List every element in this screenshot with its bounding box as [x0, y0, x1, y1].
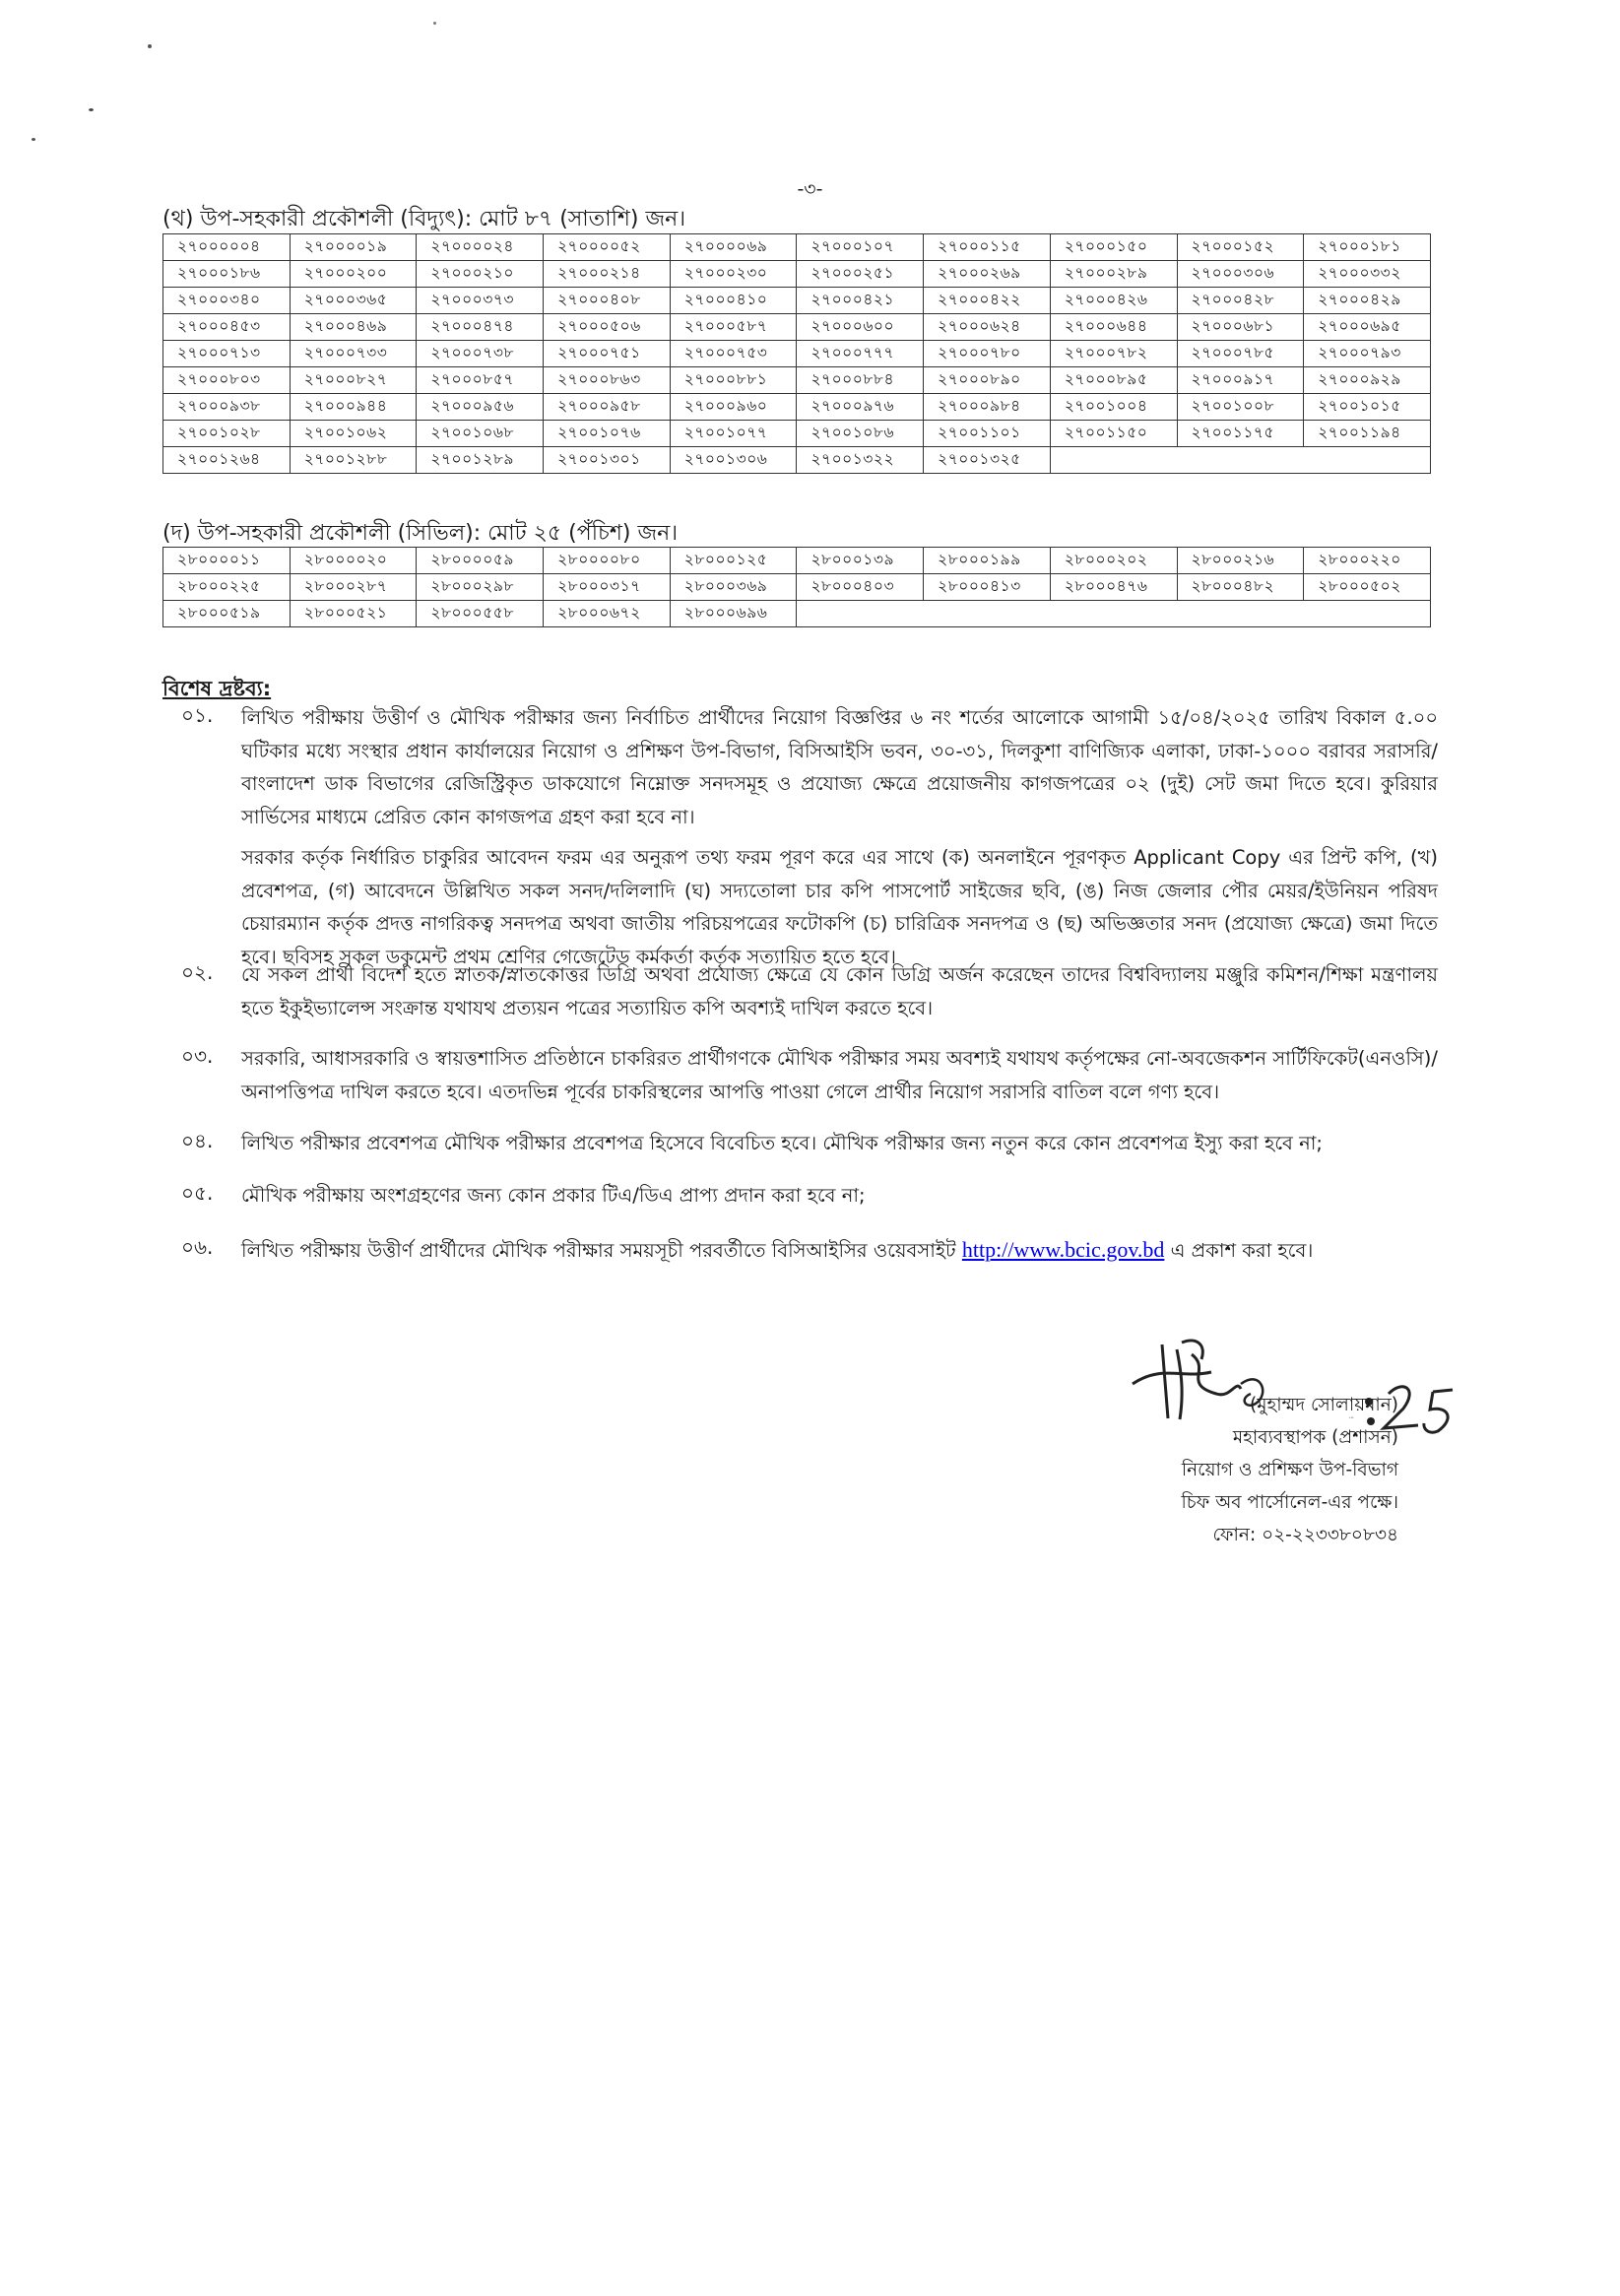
roll-cell: ২৭০০০৪৭৪ — [417, 314, 544, 341]
roll-row — [163, 394, 1431, 421]
roll-cell: ২৭০০১০৬২ — [290, 421, 417, 447]
roll-cell: ২৮০০০৪১৩ — [924, 574, 1051, 601]
roll-cell: ২৭০০০০৬৯ — [670, 234, 797, 261]
roll-cell: ২৭০০১০৭৭ — [670, 421, 797, 447]
roll-row — [163, 447, 1431, 474]
roll-cell: ২৭০০০৭৮৫ — [1177, 341, 1304, 367]
roll-cell: ২৮০০০২০২ — [1050, 548, 1177, 574]
roll-cell: ২৭০০১৩০৬ — [670, 447, 797, 474]
note-text: মৌখিক পরীক্ষায় অংশগ্রহণের জন্য কোন প্রকার টিএ/ডিএ প্রাপ্য প্রদান করা হবে না; — [241, 1184, 866, 1207]
roll-cell: ২৭০০১৩০১ — [544, 447, 671, 474]
roll-cell: ২৭০০০১৫০ — [1050, 234, 1177, 261]
roll-cell: ২৭০০০২৩০ — [670, 261, 797, 288]
roll-cell: ২৭০০০৪২৬ — [1050, 288, 1177, 314]
roll-row — [163, 234, 1431, 261]
note-number: ০১. — [181, 703, 214, 727]
note-number: ০৩. — [181, 1044, 214, 1068]
note-text: যে সকল প্রার্থী বিদেশ হতে স্নাতক/স্নাতকোত্তর ডিগ্রি অথবা প্রযোজ্য ক্ষেত্রে যে কোন ডিগ্রি অর্জন করেছেন তাদের বিশ্ববিদ্যালয় মঞ্জুরি কমিশন/শিক্ষা মন্ত্রণালয় হতে ইকুইভ্যালেন্স সংক্রান্ত যথাযথ প্রত্যয়ন পত্রের সত্যায়িত কপি অবশ্যই দাখিল করতে হবে। — [241, 963, 1438, 1019]
roll-cell: ২৭০০০৯২৯ — [1304, 367, 1431, 394]
signature-block — [1083, 1389, 1398, 1551]
roll-row — [163, 421, 1431, 447]
roll-cell: ২৭০০০৭৮২ — [1050, 341, 1177, 367]
note-text: সরকারি, আধাসরকারি ও স্বায়ত্তশাসিত প্রতিষ্ঠানে চাকরিরত প্রার্থীগণকে মৌখিক পরীক্ষার সময় অবশ্যই যথাযথ কর্তৃপক্ষের নো-অবজেকশন সার্টিফিকেট(এনওসি)/অনাপত্তিপত্র দাখিল করতে হবে। এতদভিন্ন পূর্বের চাকরিস্থলের আপত্তি পাওয়া গেলে প্রার্থীর নিয়োগ সরাসরি বাতিল বলে গণ্য হবে। — [241, 1047, 1438, 1103]
roll-cell: ২৭০০০৮৬৩ — [544, 367, 671, 394]
roll-cell: ২৭০০০০০৪ — [163, 234, 291, 261]
roll-cell: ২৮০০০৫১৯ — [163, 601, 291, 627]
roll-cell: ২৭০০০৪২১ — [797, 288, 924, 314]
roll-cell: ২৮০০০৬৭২ — [544, 601, 671, 627]
roll-cell: ২৭০০১০০৮ — [1177, 394, 1304, 421]
roll-cell: ২৭০০১৩২৫ — [924, 447, 1051, 474]
roll-cell: ২৮০০০২৮৭ — [290, 574, 417, 601]
scan-speck — [148, 44, 152, 48]
roll-cell: ২৮০০০২২৫ — [163, 574, 291, 601]
roll-cell: ২৮০০০০১১ — [163, 548, 291, 574]
roll-cell: ২৭০০০৬৪৪ — [1050, 314, 1177, 341]
roll-cell: ২৮০০০০৮০ — [544, 548, 671, 574]
roll-cell: ২৮০০০৬৯৬ — [670, 601, 797, 627]
roll-cell: ২৭০০০৮৫৭ — [417, 367, 544, 394]
roll-cell: ২৭০০০৮৯০ — [924, 367, 1051, 394]
note-text: লিখিত পরীক্ষায় উত্তীর্ণ ও মৌখিক পরীক্ষার জন্য নির্বাচিত প্রার্থীদের নিয়োগ বিজ্ঞপ্তির ৬ নং শর্তের আলোকে আগামী ১৫/০৪/২০২৫ তারিখ বিকাল ৫.০০ ঘটিকার মধ্যে সংস্থার প্রধান কার্যালয়ের নিয়োগ ও প্রশিক্ষণ উপ-বিভাগ, বিসিআইসি ভবন, ৩০-৩১, দিলকুশা বাণিজ্যিক এলাকা, ঢাকা-১০০০ বরাবর সরাসরি/ বাংলাদেশ ডাক বিভাগের রেজিস্ট্রিকৃত ডাকযোগে নিম্নোক্ত সনদসমূহ ও প্রযোজ্য ক্ষেত্রে প্রয়োজনীয় কাগজপত্রের ০২ (দুই) সেট জমা দিতে হবে। কুরিয়ার সার্ভিসের মাধ্যমে প্রেরিত কোন কাগজপত্র গ্রহণ করা হবে না। — [241, 706, 1438, 828]
roll-cell: ২৭০০০৯৬০ — [670, 394, 797, 421]
roll-cell: ২৭০০০৭৩৮ — [417, 341, 544, 367]
roll-cell: ২৭০০০৮৮১ — [670, 367, 797, 394]
roll-cell: ২৭০০০৪১০ — [670, 288, 797, 314]
roll-cell: ২৭০০০১০৭ — [797, 234, 924, 261]
roll-cell: ২৭০০০৫০৬ — [544, 314, 671, 341]
civil-roll-table — [162, 547, 1431, 627]
roll-cell: ২৭০০০৪০৮ — [544, 288, 671, 314]
scan-speck — [32, 138, 35, 141]
roll-cell: ২৮০০০১৯৯ — [924, 548, 1051, 574]
roll-cell: ২৭০০১১৯৪ — [1304, 421, 1431, 447]
roll-cell: ২৮০০০০২০ — [290, 548, 417, 574]
roll-cell: ২৭০০০৩৩২ — [1304, 261, 1431, 288]
roll-cell: ২৭০০০১৮১ — [1304, 234, 1431, 261]
notes-heading: বিশেষ দ্রষ্টব্য: — [162, 677, 272, 700]
roll-cell: ২৭০০০৮০৩ — [163, 367, 291, 394]
roll-row — [163, 288, 1431, 314]
roll-cell: ২৭০০১২৮৮ — [290, 447, 417, 474]
roll-cell: ২৭০০০৭৮০ — [924, 341, 1051, 367]
roll-cell: ২৭০০১০১৫ — [1304, 394, 1431, 421]
roll-cell: ২৭০০০২৮৯ — [1050, 261, 1177, 288]
handwritten-date: 3.25 — [1349, 1417, 1354, 1419]
note-text: লিখিত পরীক্ষায় উত্তীর্ণ প্রার্থীদের মৌখিক পরীক্ষার সময়সূচী পরবর্তীতে বিসিআইসির ওয়েবসাইট — [241, 1239, 956, 1262]
roll-cell: ২৮০০০৪০৩ — [797, 574, 924, 601]
roll-cell: ২৭০০০৭১৩ — [163, 341, 291, 367]
roll-cell: ২৭০০০২০০ — [290, 261, 417, 288]
note-text: এ প্রকাশ করা হবে। — [1170, 1239, 1314, 1262]
roll-cell: ২৭০০০৮২৭ — [290, 367, 417, 394]
roll-cell: ২৭০০০১৮৬ — [163, 261, 291, 288]
roll-row — [163, 367, 1431, 394]
signatory-phone: ফোন: ০২-২২৩৩৮০৮৩৪ — [1212, 1525, 1398, 1545]
roll-cell: ২৭০০০৪২২ — [924, 288, 1051, 314]
roll-cell: ২৭০০০৪৬৯ — [290, 314, 417, 341]
roll-cell: ২৭০০০৩৭৩ — [417, 288, 544, 314]
signatory-department: নিয়োগ ও প্রশিক্ষণ উপ-বিভাগ — [1181, 1460, 1398, 1480]
roll-cell: ২৭০০০৩০৬ — [1177, 261, 1304, 288]
roll-cell: ২৭০০০৬৮১ — [1177, 314, 1304, 341]
roll-cell: ২৭০০১১৫০ — [1050, 421, 1177, 447]
roll-row — [163, 574, 1431, 601]
roll-cell: ২৮০০০১২৫ — [670, 548, 797, 574]
roll-row — [163, 601, 1431, 627]
roll-cell: ২৭০০০৮৯৫ — [1050, 367, 1177, 394]
roll-cell: ২৭০০১২৮৯ — [417, 447, 544, 474]
roll-cell: ২৭০০০৬২৪ — [924, 314, 1051, 341]
roll-cell: ২৭০০০৪৫৩ — [163, 314, 291, 341]
roll-cell: ২৮০০০১৩৯ — [797, 548, 924, 574]
roll-cell: ২৭০০০৯৫৮ — [544, 394, 671, 421]
page-number: -৩- — [797, 178, 823, 200]
note-number: ০৫. — [181, 1181, 214, 1205]
roll-cell: ২৭০০০২১০ — [417, 261, 544, 288]
roll-cell: ২৮০০০৫৫৮ — [417, 601, 544, 627]
note-number: ০৬. — [181, 1235, 214, 1259]
roll-cell: ২৭০০১০০৪ — [1050, 394, 1177, 421]
note-number: ০৪. — [181, 1129, 214, 1152]
roll-cell: ২৭০০০৩৬৫ — [290, 288, 417, 314]
roll-cell: ২৭০০০২১৪ — [544, 261, 671, 288]
roll-cell: ২৭০০১১০১ — [924, 421, 1051, 447]
roll-cell: ২৮০০০২১৬ — [1177, 548, 1304, 574]
roll-cell: ২৭০০০৮৮৪ — [797, 367, 924, 394]
roll-cell: ২৭০০০২৬৯ — [924, 261, 1051, 288]
electrical-section-title: (থ) উপ-সহকারী প্রকৌশলী (বিদ্যুৎ): মোট ৮৭ (সাতাশি) জন। — [162, 207, 686, 231]
scan-speck — [433, 22, 436, 25]
roll-cell: ২৭০০০৪২৮ — [1177, 288, 1304, 314]
roll-cell: ২৭০০০০৫২ — [544, 234, 671, 261]
roll-row — [163, 261, 1431, 288]
roll-cell: ২৭০০০৯৫৬ — [417, 394, 544, 421]
note-text: লিখিত পরীক্ষার প্রবেশপত্র মৌখিক পরীক্ষার প্রবেশপত্র হিসেবে বিবেচিত হবে। মৌখিক পরীক্ষার জন্য নতুন করে কোন প্রবেশপত্র ইস্যু করা হবে না; — [241, 1132, 1323, 1154]
roll-cell: ২৭০০১৩২২ — [797, 447, 924, 474]
roll-cell: ২৭০০১২৬৪ — [163, 447, 291, 474]
roll-cell: ২৭০০০৪২৯ — [1304, 288, 1431, 314]
roll-cell: ২৮০০০৫০২ — [1304, 574, 1431, 601]
civil-section-title: (দ) উপ-সহকারী প্রকৌশলী (সিভিল): মোট ২৫ (পঁচিশ) জন। — [162, 521, 679, 546]
roll-cell: ২৭০০০১৫২ — [1177, 234, 1304, 261]
roll-cell: ২৭০০১০৬৮ — [417, 421, 544, 447]
signatory-name: (মুহাম্মদ সোলায়মান) — [1250, 1395, 1398, 1415]
roll-cell: ২৭০০০৯১৭ — [1177, 367, 1304, 394]
roll-cell: ২৮০০০৪৭৬ — [1050, 574, 1177, 601]
roll-cell: ২৮০০০২২০ — [1304, 548, 1431, 574]
roll-cell: ২৭০০০০২৪ — [417, 234, 544, 261]
bcic-website-link[interactable]: http://www.bcic.gov.bd — [961, 1237, 1165, 1262]
roll-cell: ২৮০০০৩১৭ — [544, 574, 671, 601]
scan-speck — [89, 108, 94, 111]
roll-cell: ২৭০০০৭৫৩ — [670, 341, 797, 367]
roll-cell: ২৭০০১০৭৬ — [544, 421, 671, 447]
roll-cell: ২৭০০১১৭৫ — [1177, 421, 1304, 447]
roll-cell: ২৭০০০৫৮৭ — [670, 314, 797, 341]
roll-cell: ২৭০০০৬০০ — [797, 314, 924, 341]
roll-cell: ২৭০০১০২৮ — [163, 421, 291, 447]
roll-row — [163, 341, 1431, 367]
roll-cell: ২৭০০০২৫১ — [797, 261, 924, 288]
roll-cell: ২৭০০০৯৮৪ — [924, 394, 1051, 421]
roll-cell: ২৮০০০২৯৮ — [417, 574, 544, 601]
signatory-on-behalf: চিফ অব পার্সোনেল-এর পক্ষে। — [1181, 1492, 1398, 1513]
roll-cell: ২৮০০০০৫৯ — [417, 548, 544, 574]
roll-cell: ২৭০০১০৮৬ — [797, 421, 924, 447]
roll-cell: ২৮০০০৪৮২ — [1177, 574, 1304, 601]
roll-cell: ২৭০০০৯৭৬ — [797, 394, 924, 421]
roll-cell: ২৭০০০৭৯৩ — [1304, 341, 1431, 367]
note-text: সরকার কর্তৃক নির্ধারিত চাকুরির আবেদন ফরম এর অনুরূপ তথ্য ফরম পূরণ করে এর সাথে (ক) অনলাইনে পূরণকৃত Applicant Copy এর প্রিন্ট কপি, (খ) প্রবেশপত্র, (গ) আবেদনে উল্লিখিত সকল সনদ/দলিলাদি (ঘ) সদ্যতোলা চার কপি পাসপোর্ট সাইজের ছবি, (ঙ) নিজ জেলার পৌর মেয়র/ইউনিয়ন পরিষদ চেয়ারম্যান কর্তৃক প্রদত্ত নাগরিকত্ব সনদপত্র অথবা জাতীয় পরিচয়পত্রের ফটোকপি (চ) চারিত্রিক সনদপত্র ও (ছ) অভিজ্ঞতার সনদ (প্রযোজ্য ক্ষেত্রে) জমা দিতে হবে। ছবিসহ সকল ডকুমেন্ট প্রথম শ্রেণির গেজেটেড কর্মকর্তা কর্তৃক সত্যায়িত হতে হবে। — [241, 846, 1438, 968]
signatory-designation: মহাব্যবস্থাপক (প্রশাসন) — [1232, 1427, 1398, 1448]
roll-row — [163, 548, 1431, 574]
roll-cell: ২৭০০০৭৫১ — [544, 341, 671, 367]
roll-cell-empty — [1050, 447, 1430, 474]
roll-cell: ২৭০০০০১৯ — [290, 234, 417, 261]
roll-cell: ২৮০০০৫২১ — [290, 601, 417, 627]
roll-row — [163, 314, 1431, 341]
roll-cell: ২৭০০০৩৪০ — [163, 288, 291, 314]
roll-cell-empty — [797, 601, 1431, 627]
note-number: ০২. — [181, 960, 214, 984]
roll-cell: ২৭০০০৭৭৭ — [797, 341, 924, 367]
electrical-roll-table — [162, 233, 1431, 474]
roll-cell: ২৭০০০৭৩৩ — [290, 341, 417, 367]
roll-cell: ২৭০০০১১৫ — [924, 234, 1051, 261]
roll-cell: ২৭০০০৯৩৮ — [163, 394, 291, 421]
roll-cell: ২৭০০০৯৪৪ — [290, 394, 417, 421]
roll-cell: ২৮০০০৩৬৯ — [670, 574, 797, 601]
roll-cell: ২৭০০০৬৯৫ — [1304, 314, 1431, 341]
